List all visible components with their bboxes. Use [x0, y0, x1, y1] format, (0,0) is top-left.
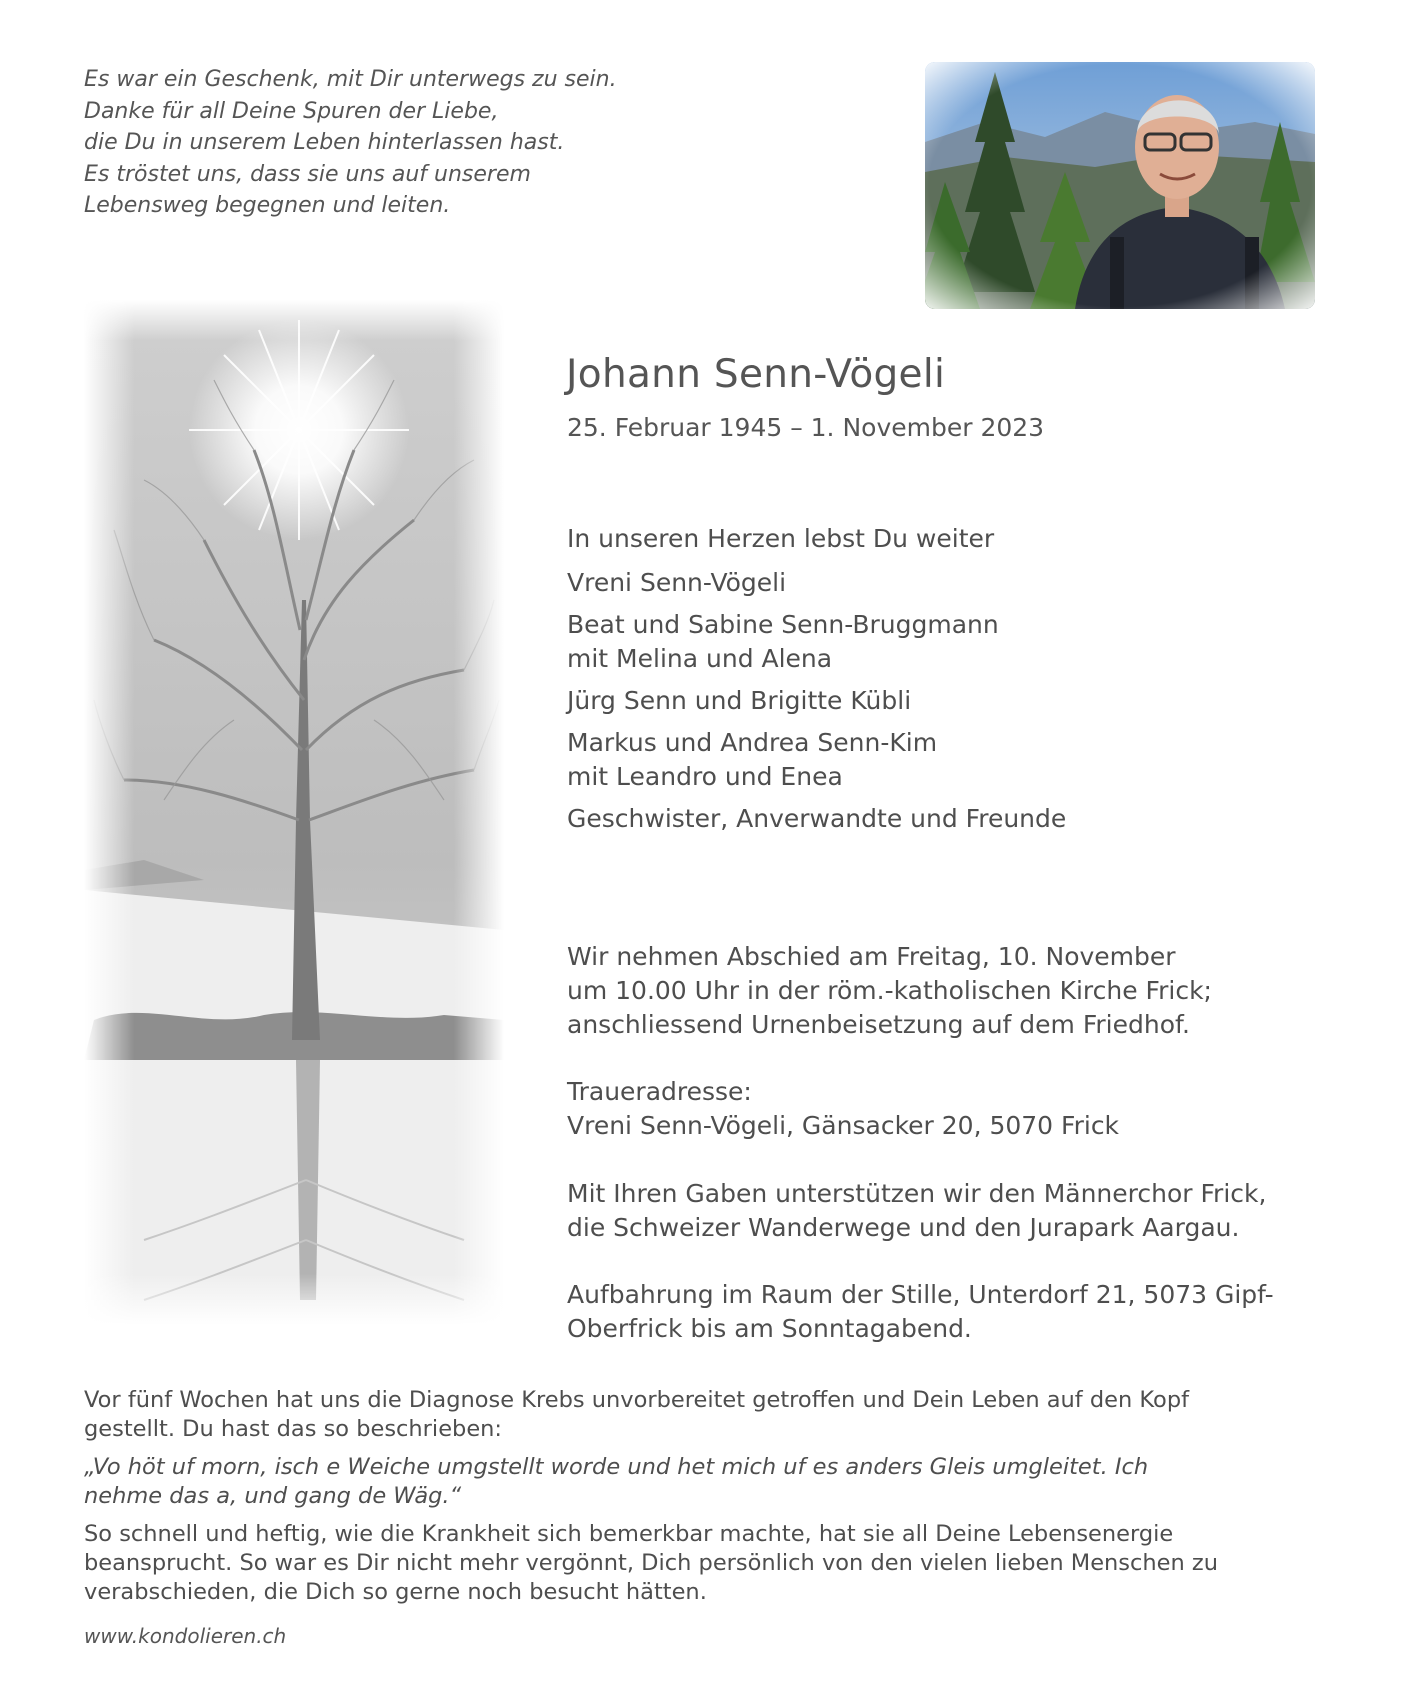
portrait-photo [925, 62, 1315, 309]
family-entry-line: Vreni Senn-Vögeli [567, 568, 787, 597]
bottom-line: Vor fünf Wochen hat uns die Diagnose Krebs unvorbereitet getroffen und Dein Leben auf den Kopf [84, 1387, 1190, 1413]
family-entry [567, 802, 1347, 836]
poem-line: Es war ein Geschenk, mit Dir unterwegs zu sein. [84, 67, 617, 92]
donations-line: die Schweizer Wanderwege und den Jurapark Aargau. [567, 1213, 1240, 1242]
closing-line: verabschieden, die Dich so gerne noch besucht hätten. [84, 1579, 707, 1605]
donations-info [567, 1177, 1367, 1245]
viewing-line: Oberfrick bis am Sonntagabend. [567, 1314, 972, 1343]
family-entry-line: Jürg Senn und Brigitte Kübli [567, 686, 912, 715]
ceremony-line: Wir nehmen Abschied am Freitag, 10. November [567, 942, 1176, 971]
ceremony-line: anschliessend Urnenbeisetzung auf dem Friedhof. [567, 1010, 1190, 1039]
mourning-address [567, 1075, 1367, 1143]
quote-line: „Vo höt uf morn, isch e Weiche umgstellt worde und het mich uf es anders Gleis umgleitet. Ich [84, 1454, 1149, 1480]
poem-line: Danke für all Deine Spuren der Liebe, [84, 98, 499, 124]
family-entry [567, 684, 1347, 718]
website-link[interactable]: www.kondolieren.ch [84, 1624, 287, 1648]
family-entry [567, 566, 1347, 600]
family-entry-line: Markus und Andrea Senn-Kim [567, 728, 938, 757]
ceremony-info [567, 940, 1367, 1042]
ceremony-line: um 10.00 Uhr in der röm.-katholischen Kirche Frick; [567, 976, 1212, 1005]
quote-line: nehme das a, und gang de Wäg.“ [84, 1483, 462, 1509]
closing-line: beansprucht. So war es Dir nicht mehr vergönnt, Dich persönlich von den vielen lieben Menschen zu [84, 1550, 1218, 1576]
viewing-line: Aufbahrung im Raum der Stille, Unterdorf 21, 5073 Gipf- [567, 1280, 1274, 1309]
closing-line: So schnell und heftig, wie die Krankheit sich bemerkbar machte, hat sie all Deine Lebensenergie [84, 1521, 1174, 1547]
bottom-closing [84, 1520, 1324, 1607]
family-entry-line: Geschwister, Anverwandte und Freunde [567, 804, 1067, 833]
family-entry [567, 726, 1347, 794]
viewing-info [567, 1278, 1367, 1346]
family-entry-line: Beat und Sabine Senn-Bruggmann [567, 610, 999, 639]
bottom-quote [84, 1453, 1324, 1511]
family-entry-line: mit Leandro und Enea [567, 762, 843, 791]
bottom-intro [84, 1386, 1324, 1444]
poem-line: die Du in unserem Leben hinterlassen hast. [84, 130, 565, 155]
family-entry [567, 608, 1347, 676]
poem-line: Es tröstet uns, dass sie uns auf unserem [84, 161, 531, 187]
tree-image [84, 300, 504, 1325]
bottom-line: gestellt. Du hast das so beschrieben: [84, 1416, 502, 1442]
family-heading: In unseren Herzen lebst Du weiter [567, 524, 995, 553]
address-value: Vreni Senn-Vögeli, Gänsacker 20, 5070 Frick [567, 1111, 1120, 1140]
address-label: Traueradresse: [567, 1077, 752, 1106]
donations-line: Mit Ihren Gaben unterstützen wir den Männerchor Frick, [567, 1179, 1267, 1208]
poem-line: Lebensweg begegnen und leiten. [84, 193, 451, 218]
family-entry-line: mit Melina und Alena [567, 644, 833, 673]
life-dates: 25. Februar 1945 – 1. November 2023 [567, 413, 1045, 442]
deceased-name: Johann Senn-Vögeli [566, 352, 946, 397]
family-list [567, 522, 1347, 844]
poem [84, 64, 724, 222]
